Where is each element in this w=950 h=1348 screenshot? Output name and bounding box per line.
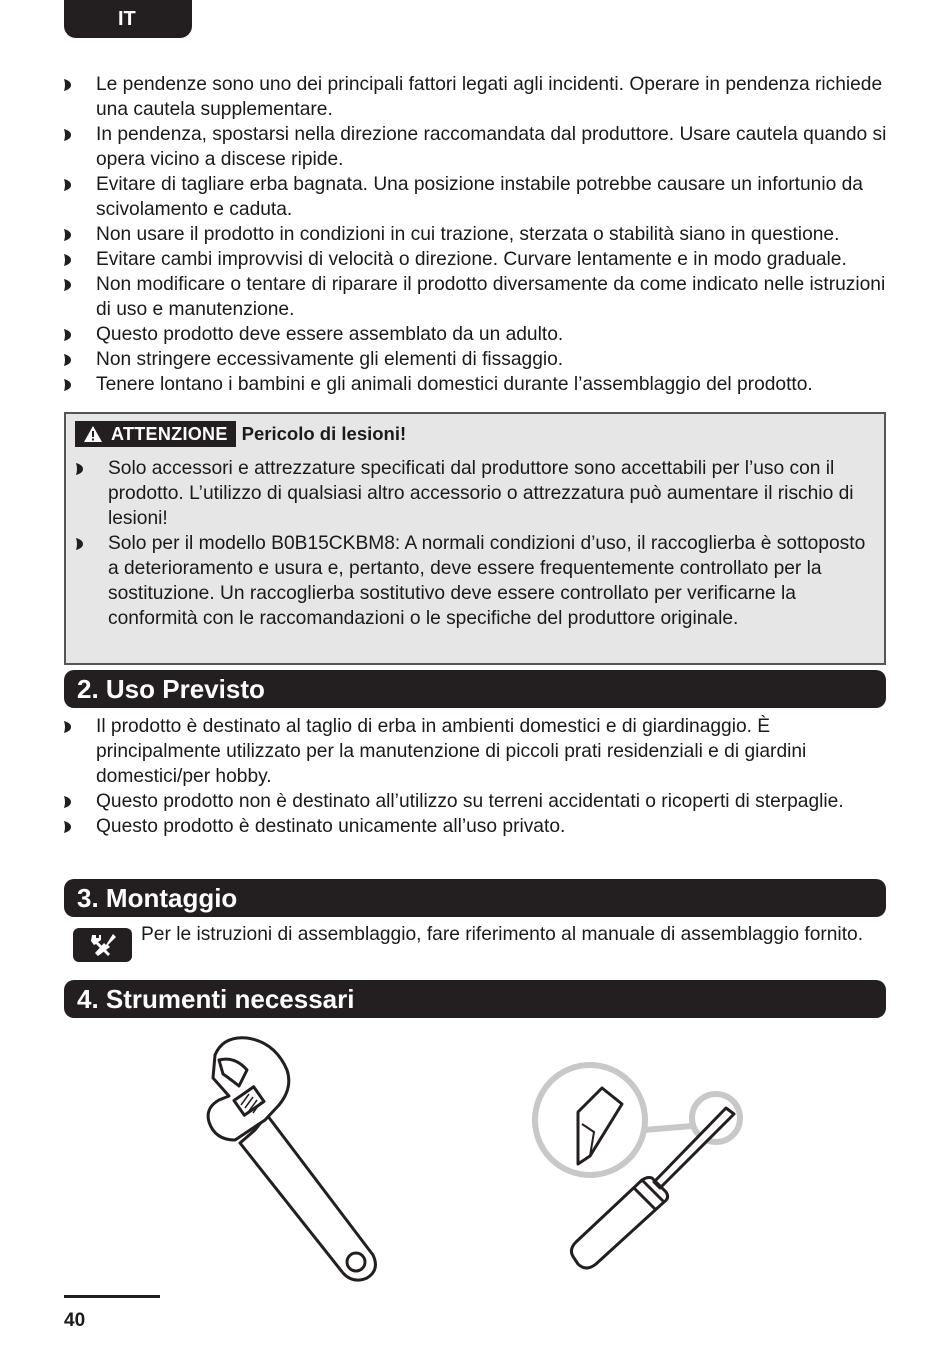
- list-item-text: Non modificare o tentare di riparare il prodotto diversamente da come indicato nelle istruzioni di uso e manutenzione.: [96, 274, 886, 320]
- section-heading-uso-previsto: 2. Uso Previsto: [64, 670, 886, 708]
- list-item: [64, 272, 894, 322]
- bullet-icon: [64, 229, 71, 241]
- warning-header: [75, 421, 406, 447]
- bullet-icon: [64, 79, 71, 91]
- intended-use-list: [64, 714, 894, 839]
- bullet-icon: [64, 254, 71, 266]
- list-item-text: Evitare cambi improvvisi di velocità o direzione. Curvare lentamente e in modo graduale.: [96, 249, 847, 270]
- assembly-note: Per le istruzioni di assemblaggio, fare riferimento al manuale di assemblaggio fornito.: [141, 924, 864, 945]
- bullet-icon: [64, 329, 71, 341]
- list-item: [64, 247, 894, 272]
- list-item-text: Questo prodotto non è destinato all’utilizzo su terreni accidentati o ricoperti di sterpaglie.: [96, 791, 844, 812]
- list-item-text: Non stringere eccessivamente gli elementi di fissaggio.: [96, 349, 564, 370]
- footer-rule: [64, 1295, 160, 1298]
- list-item: [64, 222, 894, 247]
- warning-title: Pericolo di lesioni!: [241, 423, 407, 444]
- bullet-icon: [64, 821, 71, 833]
- bullet-icon: [76, 463, 83, 475]
- screwdriver-icon: [530, 1060, 750, 1275]
- warning-badge: [75, 421, 236, 447]
- list-item-text: Solo per il modello B0B15CKBM8: A normali condizioni d’uso, il raccoglierba è sottoposto a deterioramento e usura e, pertanto, deve essere frequentemente controllato per la sostituzione. Un raccoglierba sostitutivo deve essere controllato per verificarne la conformità con le raccomandazioni o le specifiche del produttore originale.: [108, 533, 866, 629]
- list-item-text: Tenere lontano i bambini e gli animali domestici durante l’assemblaggio del prodotto.: [96, 374, 813, 395]
- warning-box: [64, 412, 886, 665]
- list-item-text: Solo accessori e attrezzature specificati dal produttore sono accettabili per l’uso con il prodotto. L’utilizzo di qualsiasi altro accessorio o attrezzatura può aumentare il rischio di lesioni!: [108, 458, 854, 529]
- list-item: [76, 531, 876, 631]
- list-item-text: Questo prodotto deve essere assemblato da un adulto.: [96, 324, 564, 345]
- wrench-icon: [195, 1030, 385, 1285]
- bullet-icon: [76, 538, 83, 550]
- warning-badge-label: ATTENZIONE: [111, 423, 228, 444]
- section-heading-strumenti: 4. Strumenti necessari: [64, 980, 886, 1018]
- bullet-icon: [64, 379, 71, 391]
- list-item: [64, 789, 894, 814]
- list-item: [64, 122, 894, 172]
- list-item-text: Evitare di tagliare erba bagnata. Una posizione instabile potrebbe causare un infortunio da scivolamento e caduta.: [96, 174, 863, 220]
- list-item: [64, 347, 894, 372]
- warning-triangle-icon: [83, 425, 103, 443]
- list-item: [64, 372, 894, 397]
- list-item-text: Le pendenze sono uno dei principali fattori legati agli incidenti. Operare in pendenza richiede una cautela supplementare.: [96, 74, 883, 120]
- list-item: [64, 814, 894, 839]
- bullet-icon: [64, 129, 71, 141]
- bullet-icon: [64, 279, 71, 291]
- list-item-text: In pendenza, spostarsi nella direzione raccomandata dal produttore. Usare cautela quando si opera vicino a discese ripide.: [96, 124, 887, 170]
- language-tab: IT: [64, 0, 192, 38]
- list-item: [64, 172, 894, 222]
- safety-list: [64, 72, 894, 397]
- bullet-icon: [64, 721, 71, 733]
- list-item-text: Non usare il prodotto in condizioni in cui trazione, sterzata o stabilità siano in questione.: [96, 224, 840, 245]
- bullet-icon: [64, 796, 71, 808]
- list-item-text: Questo prodotto è destinato unicamente all’uso privato.: [96, 816, 566, 837]
- list-item: [76, 456, 876, 531]
- page-number: 40: [64, 1310, 86, 1331]
- warning-list: [76, 456, 876, 631]
- list-item: [64, 714, 894, 789]
- bullet-icon: [64, 354, 71, 366]
- tools-icon: [73, 928, 132, 962]
- list-item: [64, 72, 894, 122]
- bullet-icon: [64, 179, 71, 191]
- section-heading-montaggio: 3. Montaggio: [64, 879, 886, 917]
- list-item-text: Il prodotto è destinato al taglio di erba in ambienti domestici e di giardinaggio. È principalmente utilizzato per la manutenzione di piccoli prati residenziali e di giardini domestici/per hobby.: [96, 716, 807, 787]
- list-item: [64, 322, 894, 347]
